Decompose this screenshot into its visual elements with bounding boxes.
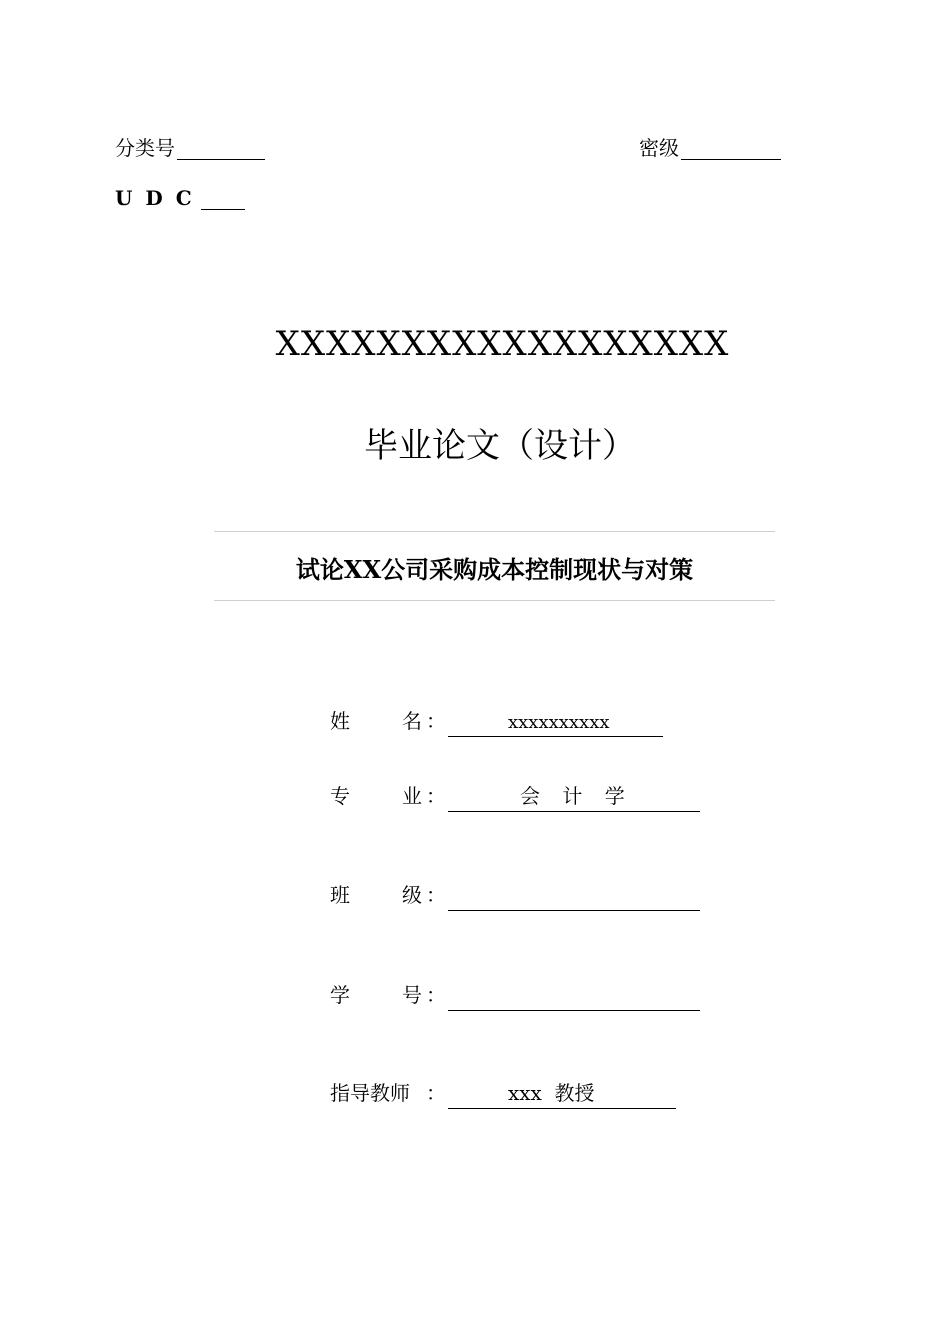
field-name-value: xxxxxxxxxx bbox=[508, 712, 610, 733]
field-name-colon: ： bbox=[426, 709, 446, 733]
field-student-id-colon: ： bbox=[426, 983, 446, 1007]
field-advisor-label: 指导教师 bbox=[330, 1081, 410, 1105]
classification-blank bbox=[177, 139, 265, 160]
udc bbox=[115, 186, 245, 210]
thesis-title: 试论XX公司采购成本控制现状与对策 bbox=[295, 555, 694, 584]
title-rule-bottom bbox=[214, 600, 775, 601]
secret-blank bbox=[681, 139, 781, 160]
secret-label: 密级 bbox=[639, 136, 679, 160]
field-class-label-b: 级 bbox=[402, 883, 422, 907]
field-major-label-b: 业 bbox=[402, 784, 422, 808]
field-major-value: 会 计 学 bbox=[520, 784, 633, 808]
classification-label: 分类号 bbox=[115, 136, 175, 160]
udc-label: U D C bbox=[115, 186, 195, 210]
field-class-label-a: 班 bbox=[330, 883, 350, 907]
field-name-label-a: 姓 bbox=[330, 709, 350, 733]
field-student-id-label-b: 号 bbox=[402, 983, 422, 1007]
field-class-line bbox=[448, 880, 700, 911]
field-advisor-colon: ： bbox=[426, 1081, 446, 1105]
field-student-id-line bbox=[448, 980, 700, 1011]
udc-blank bbox=[201, 189, 245, 210]
field-advisor-value: xxx 教授 bbox=[508, 1081, 595, 1105]
field-student-id-label-a: 学 bbox=[330, 983, 350, 1007]
field-major-colon: ： bbox=[426, 784, 446, 808]
title-rule-top bbox=[214, 531, 775, 532]
field-name-label-b: 名 bbox=[402, 709, 422, 733]
university-name: XXXXXXXXXXXXXXXXXX bbox=[275, 324, 730, 364]
field-class-colon: ： bbox=[426, 883, 446, 907]
thesis-type: 毕业论文（设计） bbox=[364, 426, 636, 466]
secret-level bbox=[639, 136, 781, 160]
field-major-label-a: 专 bbox=[330, 784, 350, 808]
classification-number bbox=[115, 136, 265, 160]
